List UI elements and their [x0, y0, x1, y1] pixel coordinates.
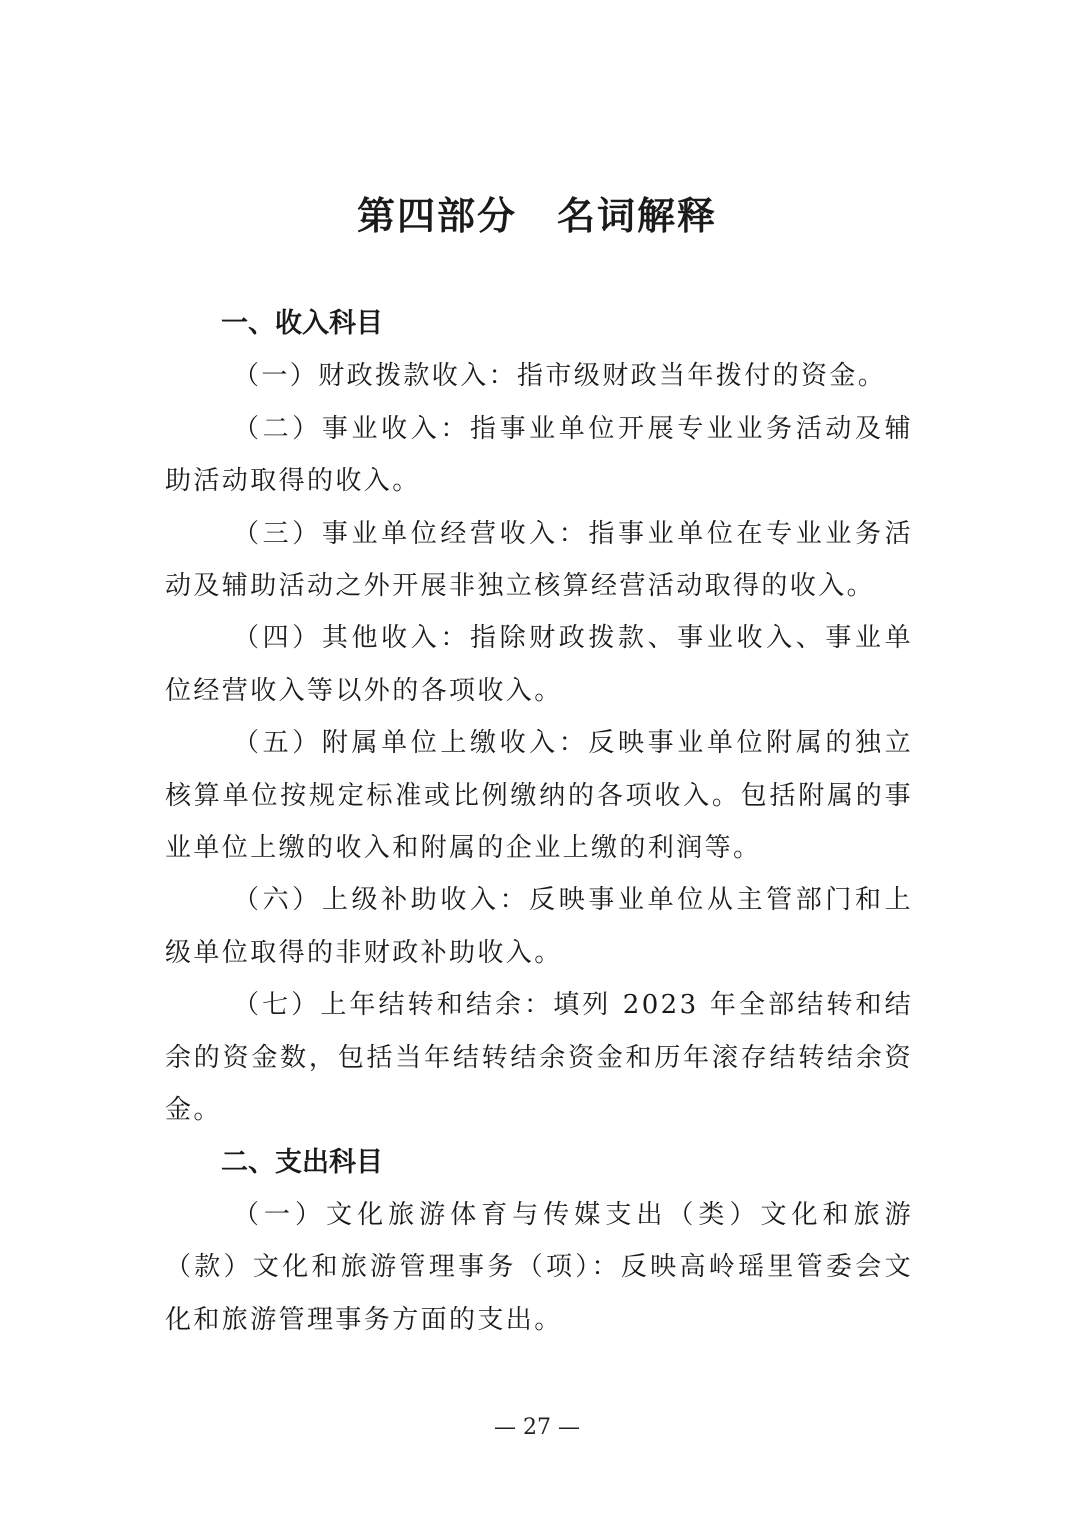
section-heading-expenditure: 二、支出科目	[221, 1146, 383, 1178]
paragraph: （三）事业单位经营收入：指事业单位在专业业务活动及辅助活动之外开展非独立核算经营活动取得的收入。	[165, 518, 913, 602]
paragraph: （六）上级补助收入：反映事业单位从主管部门和上级单位取得的非财政补助收入。	[165, 885, 913, 968]
paragraph: （七）上年结转和结余：填列 2023 年全部结转和结余的资金数，包括当年结转结余资金和历年滚存结转结余资金。	[165, 990, 913, 1126]
document-body	[165, 298, 913, 1346]
title-name: 名词解释	[557, 194, 718, 238]
section-heading-income: 一、收入科目	[221, 308, 383, 339]
paragraph: （二）事业收入：指事业单位开展专业业务活动及辅助活动取得的收入。	[165, 413, 913, 497]
paragraph: （四）其他收入：指除财政拨款、事业收入、事业单位经营收入等以外的各项收入。	[165, 623, 913, 706]
page-title	[0, 188, 1074, 244]
paragraph: （五）附属单位上缴收入：反映事业单位附属的独立核算单位按规定标准或比例缴纳的各项收入。包括附属的事业单位上缴的收入和附属的企业上缴的利润等。	[165, 728, 913, 864]
paragraph: （一）文化旅游体育与传媒支出（类）文化和旅游（款）文化和旅游管理事务（项）：反映高岭瑶里管委会文化和旅游管理事务方面的支出。	[165, 1199, 913, 1335]
paragraph: （一）财政拨款收入：指市级财政当年拨付的资金。	[233, 361, 887, 392]
title-part: 第四部分	[356, 194, 517, 238]
page-number: — 27 —	[494, 1415, 580, 1440]
